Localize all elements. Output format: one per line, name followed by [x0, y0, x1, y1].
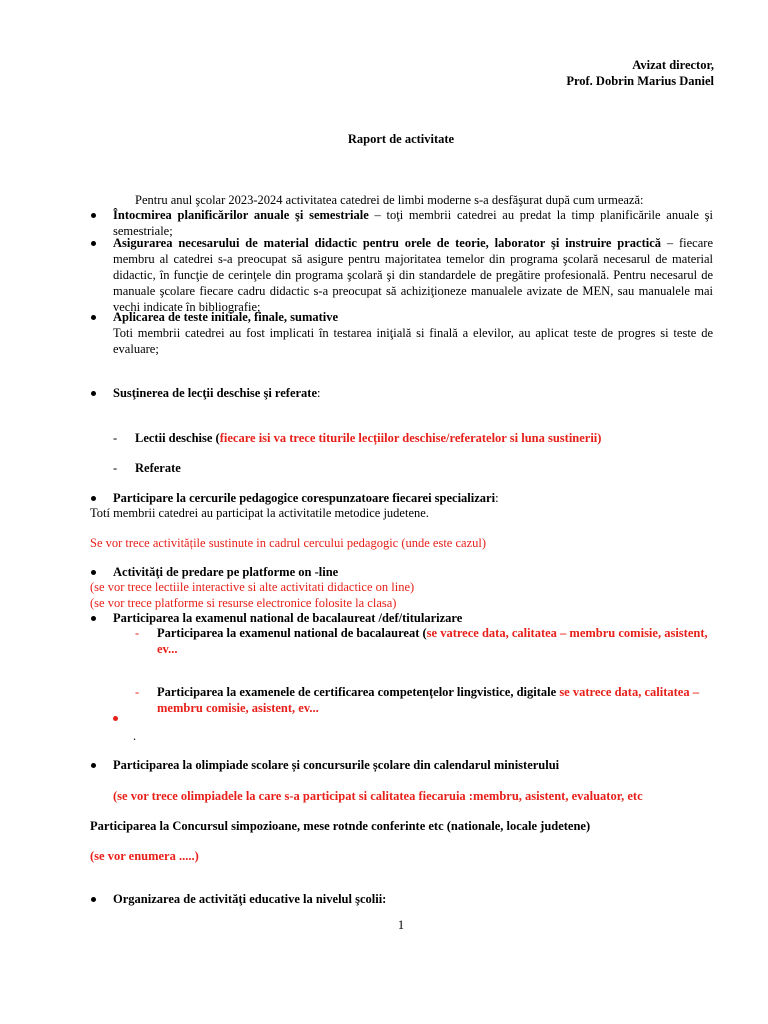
- list-item-olimpiade: Participarea la olimpiade scolare și concursurile școlare din calendarul ministerului: [113, 758, 560, 772]
- item-heading: Susţinerea de lecţii deschise şi referate: [113, 386, 318, 400]
- sub-item-bac: [157, 625, 714, 657]
- sub-item-certificare: [157, 684, 717, 716]
- item-colon: :: [495, 491, 499, 505]
- list-item-material: [113, 235, 713, 315]
- sub-item-lectii-deschise: [135, 430, 715, 446]
- sub-item-heading: Participarea la examenul national de bacalaureat (: [157, 626, 427, 640]
- sub-item-referate: Referate: [135, 461, 181, 475]
- online-note-1: (se vor trece lectiile interactive si alte activitati didactice on line): [90, 580, 415, 594]
- item-heading: Asigurarea necesarului de material didactic pentru orele de teorie, laborator şi instruire practică: [113, 236, 662, 250]
- dash-marker: -: [113, 461, 118, 475]
- list-item-cercuri: [113, 490, 713, 506]
- concurs-heading: Participarea la Concursul simpozioane, mese rotnde conferinte etc (nationale, locale judetene): [90, 819, 591, 833]
- bullet-icon: [91, 391, 96, 396]
- page-number: 1: [397, 918, 405, 932]
- list-item-examen: Participarea la examenul national de bacalaureat /def/titularizare: [113, 611, 463, 625]
- dash-marker: -: [135, 685, 140, 699]
- approval-header: [314, 57, 714, 89]
- item-text: Toti membrii catedrei au fost implicati în testarea iniţială si finală a elevilor, au aplicat teste de progres si teste de evaluare;: [113, 326, 713, 356]
- sub-item-note: se vatrece data, calitatea – membru comisie, asistent, ev...: [157, 626, 708, 656]
- approval-line-1: Avizat director,: [632, 58, 714, 72]
- bullet-icon: [91, 570, 96, 575]
- bullet-icon: [91, 616, 96, 621]
- bullet-icon: [91, 763, 96, 768]
- cercuri-text: Totí membrii catedrei au participat la activitatile metodice judetene.: [90, 506, 429, 520]
- dash-marker: -: [113, 431, 118, 445]
- sub-item-note: se vatrece data, calitatea – membru comisie, asistent, ev...: [157, 685, 699, 715]
- item-heading: Participare la cercurile pedagogice corespunzatoare fiecarei specializari: [113, 491, 496, 505]
- bullet-icon: [91, 213, 96, 218]
- empty-item: .: [133, 729, 137, 743]
- bullet-icon: [91, 241, 96, 246]
- concurs-note: (se vor enumera .....): [90, 849, 199, 863]
- bullet-icon: [91, 897, 96, 902]
- sub-item-heading: Lectii deschise (: [135, 431, 220, 445]
- olimpiade-note: (se vor trece olimpiadele la care s-a participat si calitatea fiecaruia :membru, asistent, evaluator, etc: [113, 789, 643, 803]
- list-item-teste: [113, 309, 713, 357]
- item-heading: Aplicarea de teste initiale, finale, sumative: [113, 310, 339, 324]
- list-item-lectii: [113, 385, 713, 401]
- item-heading: Întocmirea planificărilor anuale şi semestriale: [113, 208, 369, 222]
- online-note-2: (se vor trece platforme si resurse electronice folosite la clasa): [90, 596, 397, 610]
- bullet-icon: [113, 716, 118, 721]
- approval-line-2: Prof. Dobrin Marius Daniel: [566, 74, 714, 88]
- page-title: Raport de activitate: [347, 132, 455, 146]
- item-colon: :: [317, 386, 321, 400]
- intro-text: Pentru anul şcolar 2023-2024 activitatea catedrei de limbi moderne s-a desfăşurat după cum urmează:: [135, 193, 644, 207]
- dash-marker: -: [135, 626, 140, 640]
- sub-item-note: fiecare isi va trece titurile lecțiilor deschise/referatelor si luna sustinerii): [219, 431, 602, 445]
- item-text: – fiecare membru al catedrei s-a preocupat să asigure pentru majoritatea temelor din programa şcolară necesarul de material didactic, în funcţie de cerinţele din programa şcolară şi din standardele de pregătire profesională. Pentru necesarul de manuale şcolare fiecare cadru didactic s-a preocupat să achiziţioneze manualele avizate de MEN, sau manualele mai vechi indicate în bibliografie;: [113, 236, 713, 314]
- bullet-icon: [91, 496, 96, 501]
- bullet-icon: [91, 315, 96, 320]
- list-item-online: Activităţi de predare pe platforme on -line: [113, 565, 339, 579]
- cerc-note: Se vor trece activitățile sustinute in cadrul cercului pedagogic (unde este cazul): [90, 536, 487, 550]
- list-item-organizare: Organizarea de activităţi educative la nivelul şcolii:: [113, 892, 387, 906]
- item-text: – toţi membrii catedrei au predat la timp planificările anuale şi semestriale;: [113, 208, 713, 238]
- sub-item-heading: Participarea la examenele de certificarea competențelor lingvistice, digitale: [157, 685, 560, 699]
